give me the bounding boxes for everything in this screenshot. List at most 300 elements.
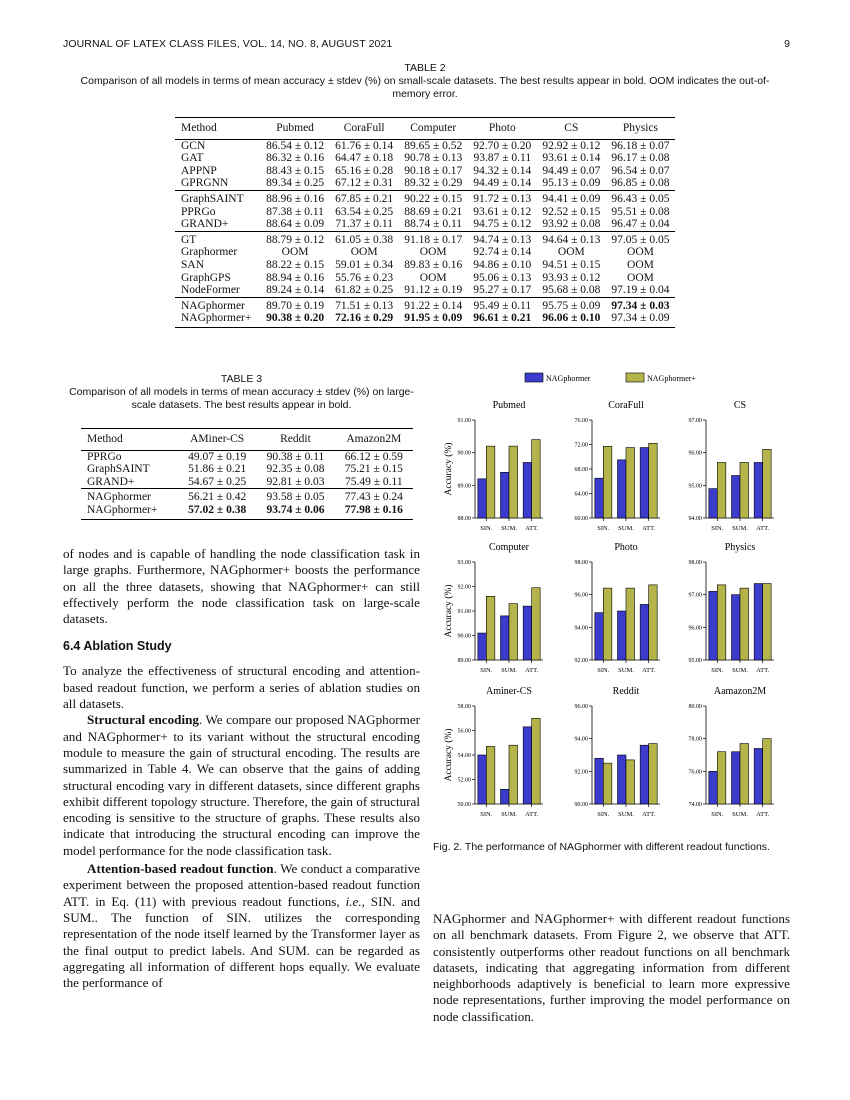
value-cell: 97.19 ± 0.04 bbox=[611, 284, 670, 297]
x-tick-label: SUM. bbox=[618, 811, 634, 818]
value-cell: 95.06 ± 0.13 bbox=[473, 271, 532, 284]
value-cell: 93.58 ± 0.05 bbox=[256, 489, 334, 504]
bar-nagphormer-plus bbox=[717, 462, 726, 518]
y-tick-label: 76.00 bbox=[688, 769, 702, 776]
y-tick-label: 90.00 bbox=[574, 802, 588, 808]
bar-nagphormer-plus bbox=[532, 588, 541, 660]
method-cell: GAT bbox=[181, 152, 204, 165]
y-tick-label: 68.00 bbox=[574, 467, 588, 473]
table-row bbox=[175, 246, 675, 259]
x-tick-label: ATT. bbox=[525, 811, 539, 818]
bar-nagphormer-plus bbox=[763, 584, 772, 660]
legend-label: NAGphormer+ bbox=[647, 374, 696, 383]
value-cell: 89.24 ± 0.14 bbox=[266, 284, 325, 297]
x-tick-label: SIN. bbox=[480, 525, 493, 532]
bar-nagphormer bbox=[709, 591, 718, 660]
value-cell: 97.34 ± 0.09 bbox=[606, 312, 675, 327]
value-cell: 77.43 ± 0.24 bbox=[335, 489, 413, 504]
value-cell: 92.70 ± 0.20 bbox=[468, 139, 537, 152]
value-cell: 97.05 ± 0.05 bbox=[606, 231, 675, 246]
value-cell: 94.41 ± 0.09 bbox=[537, 190, 606, 205]
bar-nagphormer bbox=[618, 460, 627, 518]
value-cell: OOM bbox=[557, 246, 585, 259]
value-cell: 55.76 ± 0.23 bbox=[335, 271, 394, 284]
value-cell: 95.75 ± 0.09 bbox=[537, 297, 606, 312]
column-header: Method bbox=[175, 118, 261, 140]
value-cell: 89.83 ± 0.16 bbox=[404, 258, 463, 271]
y-tick-label: 98.00 bbox=[574, 560, 588, 566]
bar-nagphormer-plus bbox=[532, 440, 541, 518]
x-tick-label: ATT. bbox=[756, 811, 770, 818]
bar-nagphormer bbox=[478, 479, 487, 518]
bar-nagphormer-plus bbox=[486, 446, 494, 518]
x-tick-label: ATT. bbox=[756, 667, 770, 674]
bar-nagphormer bbox=[478, 755, 487, 804]
value-cell: 87.38 ± 0.11 bbox=[266, 205, 324, 218]
method-cell: APPNP bbox=[181, 164, 217, 177]
value-cell: 90.78 ± 0.13 bbox=[404, 152, 463, 165]
value-cell: 71.37 ± 0.11 bbox=[335, 218, 393, 231]
method-cell: Graphormer bbox=[181, 246, 238, 259]
value-cell: 92.92 ± 0.12 bbox=[537, 139, 606, 152]
x-tick-label: SUM. bbox=[732, 667, 748, 674]
value-cell: 88.94 ± 0.16 bbox=[266, 271, 325, 284]
value-cell: 95.68 ± 0.08 bbox=[542, 284, 601, 297]
table-row bbox=[175, 206, 675, 219]
value-cell: 90.38 ± 0.20 bbox=[261, 312, 330, 327]
table3-caption: Comparison of all models in terms of mean accuracy ± stdev (%) on large-scale datasets. The best results appear in bold. bbox=[69, 386, 414, 411]
y-tick-label: 88.00 bbox=[457, 516, 471, 522]
x-tick-label: SIN. bbox=[711, 811, 724, 818]
bar-nagphormer bbox=[732, 752, 741, 804]
value-cell: 49.07 ± 0.19 bbox=[178, 450, 256, 463]
value-cell: 94.32 ± 0.14 bbox=[473, 164, 532, 177]
column-header: Photo bbox=[468, 118, 537, 140]
bar-nagphormer bbox=[523, 606, 532, 660]
column-header: Reddit bbox=[256, 429, 334, 451]
value-cell: 75.49 ± 0.11 bbox=[345, 475, 403, 488]
y-tick-label: 72.00 bbox=[574, 442, 588, 449]
value-cell: 94.49 ± 0.07 bbox=[542, 164, 601, 177]
value-cell: 96.85 ± 0.08 bbox=[611, 177, 670, 190]
x-tick-label: SUM. bbox=[618, 525, 634, 532]
value-cell: 96.06 ± 0.10 bbox=[537, 312, 606, 327]
value-cell: 51.86 ± 0.21 bbox=[188, 463, 247, 476]
y-tick-label: 92.00 bbox=[457, 584, 471, 591]
value-cell: 91.12 ± 0.19 bbox=[404, 284, 463, 297]
table-row bbox=[81, 489, 413, 504]
value-cell: 61.76 ± 0.14 bbox=[330, 139, 399, 152]
subplot-title: CS bbox=[733, 400, 747, 411]
value-cell: 97.34 ± 0.03 bbox=[606, 297, 675, 312]
y-tick-label: 96.00 bbox=[688, 625, 702, 632]
bar-nagphormer-plus bbox=[603, 588, 612, 660]
method-cell: GRAND+ bbox=[181, 218, 229, 231]
y-tick-label: 91.00 bbox=[457, 418, 471, 424]
value-cell: 64.47 ± 0.18 bbox=[335, 152, 394, 165]
method-cell: GraphSAINT bbox=[175, 190, 261, 205]
body-left-column bbox=[63, 546, 420, 991]
y-tick-label: 64.00 bbox=[574, 491, 588, 498]
table-row bbox=[175, 190, 675, 205]
value-cell: OOM bbox=[627, 258, 654, 271]
value-cell: 86.32 ± 0.16 bbox=[266, 152, 325, 165]
value-cell: OOM bbox=[281, 246, 309, 259]
x-tick-label: SIN. bbox=[711, 525, 724, 532]
method-cell: SAN bbox=[181, 258, 205, 271]
y-axis-label: Accuracy (%) bbox=[444, 442, 454, 496]
y-tick-label: 94.00 bbox=[688, 516, 702, 522]
legend-label: NAGphormer bbox=[546, 374, 591, 383]
value-cell: 90.22 ± 0.15 bbox=[399, 190, 468, 205]
table-row bbox=[81, 450, 413, 463]
value-cell: 94.49 ± 0.14 bbox=[473, 177, 532, 190]
y-axis-label: Accuracy (%) bbox=[444, 728, 454, 782]
value-cell: OOM bbox=[350, 246, 378, 259]
y-tick-label: 89.00 bbox=[457, 658, 471, 664]
bar-nagphormer bbox=[732, 595, 741, 660]
value-cell: 94.51 ± 0.15 bbox=[542, 258, 601, 271]
bar-nagphormer-plus bbox=[532, 718, 541, 804]
subplot-title: Aamazon2M bbox=[713, 686, 767, 697]
value-cell: OOM bbox=[419, 246, 447, 259]
bar-nagphormer bbox=[709, 771, 718, 804]
bar-nagphormer-plus bbox=[740, 462, 749, 518]
page-number: 9 bbox=[784, 38, 790, 50]
value-cell: 91.22 ± 0.14 bbox=[399, 297, 468, 312]
method-cell: PPRGo bbox=[81, 450, 178, 463]
value-cell: 92.52 ± 0.15 bbox=[542, 205, 601, 218]
value-cell: 93.61 ± 0.14 bbox=[542, 152, 601, 165]
legend-swatch-nagphormer bbox=[525, 373, 543, 382]
table-row bbox=[81, 463, 413, 476]
y-tick-label: 95.00 bbox=[688, 483, 702, 490]
value-cell: 95.51 ± 0.08 bbox=[611, 205, 670, 218]
value-cell: 89.70 ± 0.19 bbox=[261, 297, 330, 312]
y-tick-label: 74.00 bbox=[688, 802, 702, 808]
value-cell: 96.43 ± 0.05 bbox=[606, 190, 675, 205]
value-cell: 88.69 ± 0.21 bbox=[404, 205, 463, 218]
body-right-column bbox=[433, 911, 790, 1025]
method-cell: GCN bbox=[175, 139, 261, 152]
subplot-title: Computer bbox=[489, 542, 529, 553]
table-row bbox=[175, 284, 675, 297]
table-row bbox=[175, 231, 675, 246]
value-cell: 67.85 ± 0.21 bbox=[330, 190, 399, 205]
table2-grid bbox=[175, 117, 675, 328]
x-tick-label: SIN. bbox=[597, 667, 610, 674]
method-cell: NAGphormer bbox=[175, 297, 261, 312]
y-tick-label: 80.00 bbox=[688, 704, 702, 710]
bar-nagphormer bbox=[754, 748, 763, 804]
paragraph-lead: Attention-based readout function bbox=[87, 861, 274, 877]
x-tick-label: ATT. bbox=[642, 811, 656, 818]
column-header: Physics bbox=[606, 118, 675, 140]
paragraph-text: . We conduct a comparative experiment between the proposed attention-based readout function ATT. in Eq. (11) with previous readout functions, bbox=[63, 861, 420, 909]
bar-nagphormer-plus bbox=[763, 739, 772, 804]
bar-nagphormer bbox=[595, 478, 604, 518]
subplot-title: Pubmed bbox=[492, 400, 526, 411]
y-tick-label: 52.00 bbox=[457, 777, 471, 784]
method-cell: NAGphormer+ bbox=[175, 312, 261, 327]
value-cell: 93.61 ± 0.12 bbox=[473, 205, 532, 218]
bar-nagphormer bbox=[523, 727, 532, 804]
bar-nagphormer bbox=[618, 755, 627, 804]
y-tick-label: 90.00 bbox=[457, 450, 471, 457]
y-tick-label: 94.00 bbox=[574, 736, 588, 743]
method-cell: PPRGo bbox=[181, 205, 216, 218]
column-header: Pubmed bbox=[261, 118, 330, 140]
readout-bar-charts bbox=[430, 365, 790, 825]
value-cell: 91.95 ± 0.09 bbox=[399, 312, 468, 327]
y-tick-label: 54.00 bbox=[457, 753, 471, 759]
value-cell: 95.13 ± 0.09 bbox=[542, 177, 601, 190]
value-cell: 88.74 ± 0.11 bbox=[404, 218, 463, 231]
column-header: Computer bbox=[399, 118, 468, 140]
bar-nagphormer-plus bbox=[649, 443, 658, 518]
table-row bbox=[175, 272, 675, 285]
y-tick-label: 60.00 bbox=[574, 516, 588, 522]
x-tick-label: ATT. bbox=[642, 667, 656, 674]
method-cell: GRAND+ bbox=[87, 475, 135, 488]
table2-caption: Comparison of all models in terms of mean accuracy ± stdev (%) on small-scale datasets. The best results appear in bold. OOM indicates the out-of-memory error. bbox=[80, 75, 770, 100]
bar-nagphormer-plus bbox=[740, 744, 749, 804]
x-tick-label: SUM. bbox=[618, 667, 634, 674]
paragraph-text: . We compare our proposed NAGphormer and NAGphormer+ to its variant without the structural encoding module to measure the gain of structural encoding. The results are summarized in Table 4. We can observe that the gains of adding structural encoding vary in different datasets, since different graphs exhibit different topology structure. Therefore, the gain of structural encoding is sensitive to the structure of graphs. These results also indicate that introducing the structural encoding can improve the model performance for the node classification task. bbox=[63, 712, 420, 858]
value-cell: 93.87 ± 0.11 bbox=[473, 152, 532, 165]
bar-nagphormer bbox=[640, 604, 649, 660]
value-cell: 61.05 ± 0.38 bbox=[330, 231, 399, 246]
value-cell: 88.96 ± 0.16 bbox=[261, 190, 330, 205]
value-cell: 96.18 ± 0.07 bbox=[606, 139, 675, 152]
value-cell: 94.74 ± 0.13 bbox=[468, 231, 537, 246]
value-cell: 94.75 ± 0.12 bbox=[473, 218, 532, 231]
method-cell: NAGphormer bbox=[81, 489, 178, 504]
value-cell: OOM bbox=[627, 246, 654, 259]
bar-nagphormer-plus bbox=[763, 449, 772, 518]
method-cell: NodeFormer bbox=[181, 284, 240, 297]
value-cell: OOM bbox=[419, 271, 447, 284]
x-tick-label: ATT. bbox=[642, 525, 656, 532]
bar-nagphormer bbox=[640, 448, 649, 518]
section-heading: 6.4 Ablation Study bbox=[63, 639, 172, 654]
value-cell: 96.61 ± 0.21 bbox=[468, 312, 537, 327]
value-cell: 88.79 ± 0.12 bbox=[261, 231, 330, 246]
value-cell: 61.82 ± 0.25 bbox=[335, 284, 394, 297]
x-tick-label: SIN. bbox=[711, 667, 724, 674]
x-tick-label: SIN. bbox=[597, 811, 610, 818]
table-row bbox=[81, 476, 413, 489]
table3 bbox=[81, 428, 413, 520]
value-cell: 90.18 ± 0.17 bbox=[404, 164, 463, 177]
table2-label: TABLE 2 bbox=[404, 62, 446, 74]
bar-nagphormer bbox=[595, 613, 604, 660]
paragraph: of nodes and is capable of handling the node classification task in large graphs. Furthermore, NAGphormer+ boosts the performance on all the three datasets, showing that NAGphormer+ can still effectively perform the node classification task on large-scale datasets. bbox=[63, 546, 420, 627]
x-tick-label: SUM. bbox=[501, 811, 517, 818]
y-tick-label: 56.00 bbox=[457, 728, 471, 735]
y-axis-label: Accuracy (%) bbox=[444, 584, 454, 638]
x-tick-label: SUM. bbox=[732, 525, 748, 532]
bar-nagphormer-plus bbox=[509, 446, 518, 518]
method-cell: GT bbox=[175, 231, 261, 246]
table-row bbox=[175, 152, 675, 165]
subplot-title: Physics bbox=[724, 542, 756, 553]
value-cell: 93.74 ± 0.06 bbox=[256, 504, 334, 519]
y-tick-label: 95.00 bbox=[688, 658, 702, 664]
value-cell: 77.98 ± 0.16 bbox=[335, 504, 413, 519]
value-cell: 96.47 ± 0.04 bbox=[611, 218, 670, 231]
value-cell: 71.51 ± 0.13 bbox=[330, 297, 399, 312]
table3-label: TABLE 3 bbox=[220, 373, 263, 385]
x-tick-label: SUM. bbox=[732, 811, 748, 818]
bar-nagphormer bbox=[709, 489, 718, 518]
figure-2 bbox=[430, 365, 790, 825]
x-tick-label: ATT. bbox=[756, 525, 770, 532]
x-tick-label: SIN. bbox=[597, 525, 610, 532]
y-tick-label: 93.00 bbox=[457, 560, 471, 566]
y-tick-label: 78.00 bbox=[688, 736, 702, 743]
table-row bbox=[81, 504, 413, 519]
value-cell: 91.18 ± 0.17 bbox=[399, 231, 468, 246]
value-cell: 92.81 ± 0.03 bbox=[266, 475, 325, 488]
y-tick-label: 92.00 bbox=[574, 769, 588, 776]
value-cell: 92.35 ± 0.08 bbox=[266, 463, 325, 476]
y-tick-label: 76.00 bbox=[574, 418, 588, 424]
bar-nagphormer-plus bbox=[486, 596, 494, 660]
column-header: Method bbox=[81, 429, 178, 451]
value-cell: 57.02 ± 0.38 bbox=[178, 504, 256, 519]
value-cell: 89.34 ± 0.25 bbox=[266, 177, 325, 190]
value-cell: 54.67 ± 0.25 bbox=[188, 475, 247, 488]
value-cell: OOM bbox=[627, 271, 654, 284]
bar-nagphormer-plus bbox=[626, 760, 635, 804]
y-tick-label: 97.00 bbox=[688, 418, 702, 424]
x-tick-label: ATT. bbox=[525, 525, 539, 532]
bar-nagphormer bbox=[501, 472, 510, 518]
paragraph-text: , SIN. and SUM.. The function of SIN. utilizes the corresponding representation of the node itself learned by the Transformer layer as the final output to predict labels. And SUM. can be regarded as aggregating all information of different hops equally. We evaluate the performance of bbox=[63, 893, 420, 991]
bar-nagphormer-plus bbox=[649, 744, 658, 804]
column-header: AMiner-CS bbox=[178, 429, 256, 451]
value-cell: 94.86 ± 0.10 bbox=[473, 258, 532, 271]
bar-nagphormer-plus bbox=[509, 745, 518, 804]
bar-nagphormer-plus bbox=[626, 588, 635, 660]
bar-nagphormer-plus bbox=[717, 752, 726, 804]
y-tick-label: 92.00 bbox=[574, 658, 588, 664]
bar-nagphormer bbox=[478, 633, 487, 660]
bar-nagphormer-plus bbox=[740, 588, 749, 660]
value-cell: 93.93 ± 0.12 bbox=[542, 271, 601, 284]
bar-nagphormer-plus bbox=[649, 585, 658, 660]
bar-nagphormer bbox=[732, 476, 741, 518]
bar-nagphormer bbox=[595, 758, 604, 804]
paragraph bbox=[63, 712, 420, 859]
bar-nagphormer-plus bbox=[603, 763, 612, 804]
bar-nagphormer bbox=[754, 462, 763, 518]
value-cell: 88.43 ± 0.15 bbox=[266, 164, 325, 177]
value-cell: 94.64 ± 0.13 bbox=[537, 231, 606, 246]
method-cell: GraphGPS bbox=[181, 271, 231, 284]
y-tick-label: 58.00 bbox=[457, 704, 471, 710]
bar-nagphormer bbox=[501, 789, 510, 804]
y-tick-label: 96.00 bbox=[688, 450, 702, 457]
y-tick-label: 50.00 bbox=[457, 802, 471, 808]
bar-nagphormer-plus bbox=[626, 448, 635, 518]
bar-nagphormer bbox=[640, 745, 649, 804]
table2 bbox=[175, 117, 675, 328]
value-cell: 59.01 ± 0.34 bbox=[335, 258, 394, 271]
paragraph bbox=[63, 861, 420, 991]
x-tick-label: ATT. bbox=[525, 667, 539, 674]
paragraph: NAGphormer and NAGphormer+ with different readout functions on all benchmark datasets. From Figure 2, we observe that ATT. consistently outperforms other readout functions on all benchmark datasets, indicating that aggregating information from different neighborhoods adaptively is beneficial to learn more expressive node representations, further improving the model performance on node classification. bbox=[433, 911, 790, 1024]
y-tick-label: 94.00 bbox=[574, 625, 588, 632]
x-tick-label: SUM. bbox=[501, 525, 517, 532]
value-cell: 72.16 ± 0.29 bbox=[330, 312, 399, 327]
value-cell: 92.74 ± 0.14 bbox=[473, 246, 532, 259]
x-tick-label: SIN. bbox=[480, 811, 493, 818]
x-tick-label: SUM. bbox=[501, 667, 517, 674]
method-cell: GPRGNN bbox=[181, 177, 229, 190]
paragraph-italic: i.e. bbox=[345, 893, 362, 909]
x-tick-label: SIN. bbox=[480, 667, 493, 674]
y-tick-label: 98.00 bbox=[688, 560, 702, 566]
table-row bbox=[175, 259, 675, 272]
y-tick-label: 91.00 bbox=[457, 609, 471, 615]
paragraph: To analyze the effectiveness of structural encoding and attention-based readout function, we perform a series of ablation studies on all datasets. bbox=[63, 663, 420, 712]
table-row bbox=[175, 312, 675, 327]
bar-nagphormer-plus bbox=[509, 604, 518, 660]
bar-nagphormer-plus bbox=[486, 746, 494, 804]
method-cell: NAGphormer+ bbox=[81, 504, 178, 519]
value-cell: 89.32 ± 0.29 bbox=[404, 177, 463, 190]
y-tick-label: 96.00 bbox=[574, 704, 588, 710]
paragraph-lead: Structural encoding bbox=[87, 712, 199, 728]
value-cell: 66.12 ± 0.59 bbox=[335, 450, 413, 463]
value-cell: 65.16 ± 0.28 bbox=[335, 164, 394, 177]
bar-nagphormer bbox=[754, 584, 763, 660]
legend-swatch-nagphormer-plus bbox=[626, 373, 644, 382]
y-tick-label: 96.00 bbox=[574, 592, 588, 599]
bar-nagphormer-plus bbox=[603, 446, 612, 518]
y-tick-label: 90.00 bbox=[457, 633, 471, 640]
value-cell: 90.38 ± 0.11 bbox=[256, 450, 334, 463]
subplot-title: Photo bbox=[614, 542, 638, 553]
column-header: CS bbox=[537, 118, 606, 140]
table-row bbox=[175, 218, 675, 231]
bar-nagphormer bbox=[523, 462, 532, 518]
value-cell: 95.49 ± 0.11 bbox=[468, 297, 537, 312]
y-tick-label: 97.00 bbox=[688, 592, 702, 599]
bar-nagphormer-plus bbox=[717, 585, 726, 660]
value-cell: 93.92 ± 0.08 bbox=[542, 218, 601, 231]
value-cell: 88.64 ± 0.09 bbox=[266, 218, 325, 231]
subplot-title: CoraFull bbox=[608, 400, 644, 411]
value-cell: 91.72 ± 0.13 bbox=[468, 190, 537, 205]
value-cell: 75.21 ± 0.15 bbox=[344, 463, 403, 476]
value-cell: 63.54 ± 0.25 bbox=[335, 205, 394, 218]
figure-caption: Fig. 2. The performance of NAGphormer with different readout functions. bbox=[433, 841, 770, 853]
table-row bbox=[175, 165, 675, 178]
value-cell: 86.54 ± 0.12 bbox=[261, 139, 330, 152]
running-header: JOURNAL OF LATEX CLASS FILES, VOL. 14, NO. 8, AUGUST 2021 bbox=[63, 38, 393, 50]
value-cell: 96.54 ± 0.07 bbox=[611, 164, 670, 177]
y-tick-label: 89.00 bbox=[457, 483, 471, 490]
value-cell: 88.22 ± 0.15 bbox=[266, 258, 325, 271]
value-cell: 56.21 ± 0.42 bbox=[178, 489, 256, 504]
bar-nagphormer bbox=[618, 611, 627, 660]
table-row bbox=[175, 297, 675, 312]
bar-nagphormer bbox=[501, 616, 510, 660]
table-row bbox=[175, 139, 675, 152]
